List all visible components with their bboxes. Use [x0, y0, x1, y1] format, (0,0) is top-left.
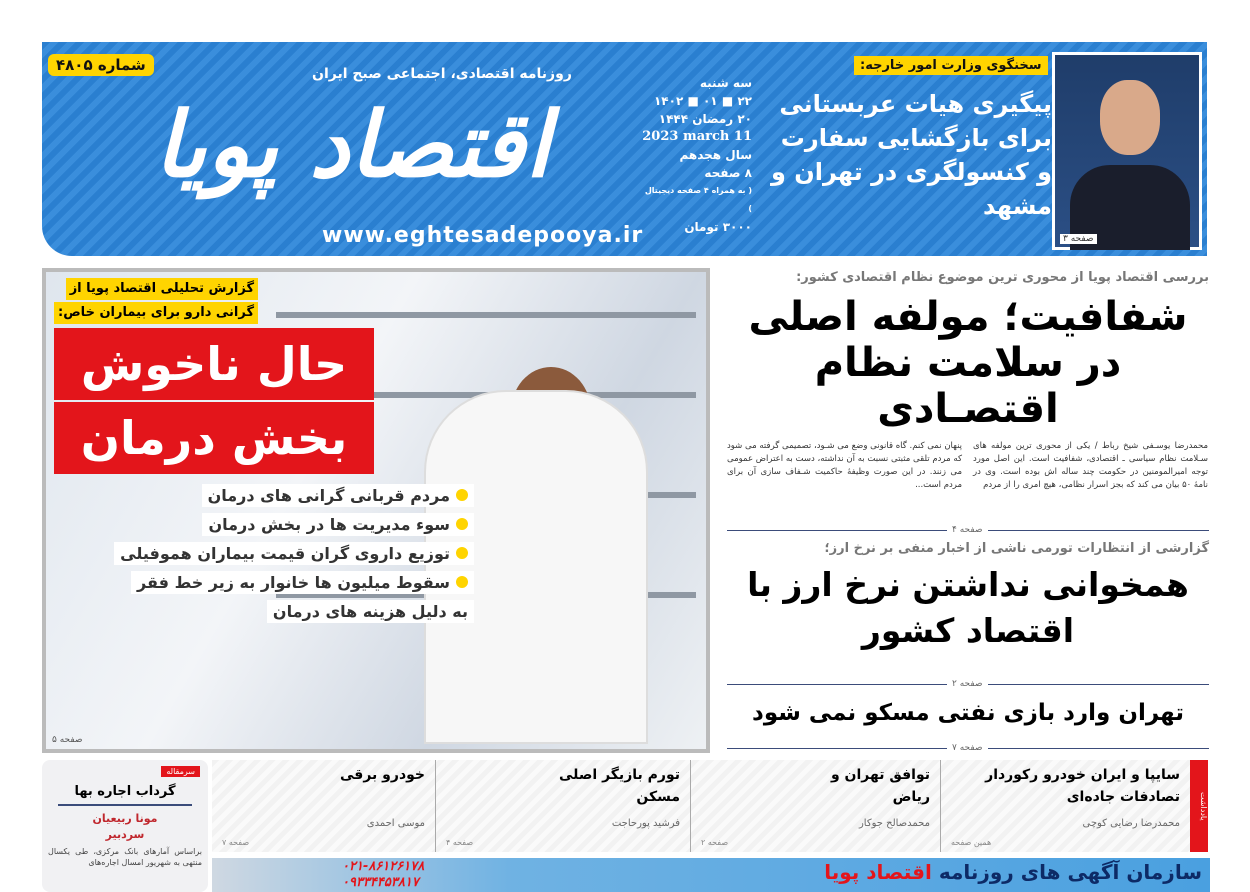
hijri-date: ۲۰ رمضان ۱۴۴۴	[658, 112, 752, 126]
note-title: تورم بازیگر اصلی مسکن	[559, 767, 680, 805]
story1-headline[interactable]: شفافیت؛ مولفه اصلی در سلامت نظام اقتصـادی	[748, 294, 1188, 432]
editorial-text: براساس آمارهای بانک مرکزی، طی یکسال منتهی به شهریور امسال اجاره‌های	[48, 847, 202, 867]
notes-tag: یادداشت	[1190, 760, 1208, 852]
editorial-author: مونا ربیعیان سردبیر	[92, 812, 158, 841]
page-ref: صفحه ۲	[701, 838, 729, 847]
digital-pages: ( به همراه ۴ صفحه دیجیتال )	[644, 186, 752, 213]
ad-banner[interactable]	[212, 858, 1210, 892]
bullet-item: به دلیل هزینه های درمان	[267, 600, 474, 623]
note-title: خودرو برقی	[340, 767, 425, 783]
jalali-date: ۲۲ ■ ۰۱ ■ ۱۴۰۲	[653, 94, 752, 108]
weekday: سه شنبه	[699, 76, 752, 90]
divider	[727, 525, 1209, 535]
page-ref: صفحه ۴	[947, 524, 988, 536]
page-ref: صفحه ۲	[947, 678, 988, 690]
bullet-icon	[456, 547, 468, 559]
editorial-title: گرداب اجاره بها	[74, 784, 176, 799]
divider	[58, 804, 192, 806]
bullet-item: سقوط میلیون ها خانوار به زیر خط فقر	[131, 571, 474, 594]
note-title: توافق تهران و ریاض	[830, 767, 930, 805]
bullet-icon	[456, 489, 468, 501]
feature-kicker	[54, 278, 258, 326]
page-ref: صفحه ۵	[52, 735, 83, 745]
divider	[727, 679, 1209, 689]
story2-kicker: گزارشی از انتظارات تورمی ناشی از اخبار منفی بر نرخ ارز؛	[824, 541, 1209, 556]
masthead	[42, 42, 1207, 256]
story3-headline[interactable]: تهران وارد بازی نفتی مسکو نمی شود	[752, 700, 1184, 726]
headline-line: بخش درمان	[54, 402, 374, 474]
website-url[interactable]: www.eghtesadepooya.ir	[322, 223, 644, 248]
spokesman-photo	[1052, 52, 1202, 250]
editorial-tag: سرمقاله	[161, 766, 200, 777]
page-ref: صفحه ۳	[1060, 234, 1097, 244]
editorial-box[interactable]	[42, 760, 208, 892]
bullet-item: مردم قربانی گرانی های درمان	[202, 484, 474, 507]
story1-body: محمدرضا یوسـفی شیخ رباط / یکی از محوری ترین مولفه های سـلامت نظام سیاسی ـ اقتصادی، شفافیت است. این اصل مورد توجه امیرالمومنین در حکومت چند ساله اش بوده است. وی در نامهٔ ۵۰ بیان می کند که بجز اسرار نظامی، هیچ امری را از مردم	[973, 441, 1208, 490]
bullet-icon	[456, 518, 468, 530]
divider	[727, 743, 1209, 753]
page-ref: صفحه ۴	[446, 838, 474, 847]
note-item[interactable]	[940, 760, 1190, 852]
story1-kicker: بررسی اقتصاد پویا از محوری ترین موضوع نظام اقتصادی کشور:	[796, 270, 1209, 285]
feature-story[interactable]	[42, 268, 710, 753]
page-ref: صفحه ۷	[222, 838, 250, 847]
kicker-line: گرانی دارو برای بیماران خاص:	[54, 302, 258, 324]
headline-line: حال ناخوش	[54, 328, 374, 400]
kicker-line: گزارش تحلیلی اقتصاد پویا از	[66, 278, 258, 300]
date-box	[642, 74, 752, 236]
volume-year: سال هجدهم	[679, 148, 752, 162]
story2-headline[interactable]: همخوانی نداشتن نرخ ارز با اقتصاد کشور	[747, 565, 1189, 650]
top-story-headline[interactable]: پیگیری هیات عربستانی برای بازگشایی سفارت و کنسولگری در تهران و مشهد	[770, 90, 1052, 220]
note-author: فرشید پورحاجت	[611, 818, 680, 829]
feature-bullets	[54, 484, 474, 629]
ad-phones: ۰۲۱-۸۶۱۲۶۱۷۸ ۰۹۳۳۴۴۵۳۸۱۷	[342, 859, 425, 890]
issue-number: شماره ۴۸۰۵	[48, 54, 154, 76]
bullet-icon	[456, 576, 468, 588]
note-item[interactable]	[212, 760, 435, 852]
top-story-kicker: سخنگوی وزارت امور خارجه:	[854, 56, 1048, 75]
page-ref: همین صفحه	[951, 838, 992, 847]
note-author: محمدصالح جوکار	[858, 818, 930, 829]
ad-title: سازمان آگهی های روزنامه اقتصاد پویا	[824, 860, 1202, 884]
feature-headline	[54, 328, 374, 476]
note-item[interactable]	[690, 760, 940, 852]
tagline: روزنامه اقتصادی، اجتماعی صبح ایران	[312, 66, 572, 82]
bullet-item: سوء مدیریت ها در بخش درمان	[202, 513, 474, 536]
notes-strip	[212, 760, 1190, 852]
note-author: موسی احمدی	[366, 818, 425, 829]
price: ۳۰۰۰ تومان	[684, 220, 752, 234]
page-ref: صفحه ۷	[947, 742, 988, 754]
page-count: ۸ صفحه	[704, 166, 752, 180]
gregorian-date: 2023 march 11	[642, 129, 752, 144]
note-author: محمدرضا رضایی کوچی	[1082, 818, 1180, 829]
story1-body: پنهان نمی کنم. گاه قانونی وضع می شـود، تصمیمی گرفته می شود که مردم تلقی مثبتی نسبت به آن نداشته، دست به اعتراض عمومی می زنند. در این صورت وظیفهٔ حاکمیت شـفاف سازی آن برای مردم است...	[727, 441, 962, 490]
note-item[interactable]	[435, 760, 690, 852]
bullet-item: توزیع داروی گران قیمت بیماران هموفیلی	[114, 542, 474, 565]
newspaper-logo: اقتصاد پویا	[153, 92, 551, 198]
note-title: سایپا و ایران خودرو رکوردار تصادفات جاده‌ای	[985, 767, 1180, 805]
